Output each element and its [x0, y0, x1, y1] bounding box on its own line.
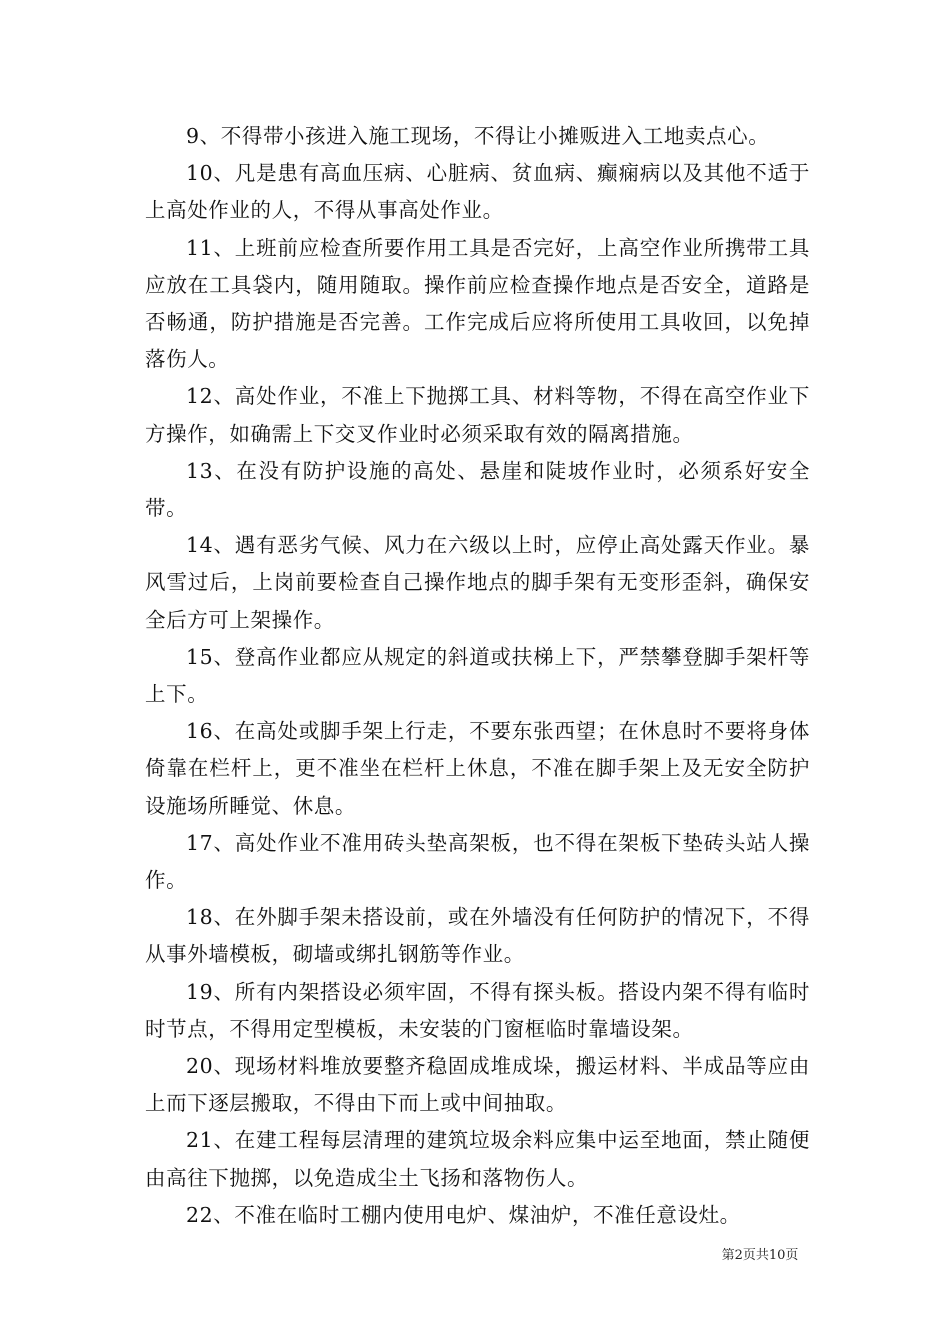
paragraph-item-14: 14、遇有恶劣气候、风力在六级以上时，应停止高处露天作业。暴风雪过后，上岗前要检查自己操作地点的脚手架有无变形歪斜，确保安全后方可上架操作。 [145, 533, 810, 632]
paragraph-item-18: 18、在外脚手架未搭设前，或在外墙没有任何防护的情况下，不得从事外墙模板，砌墙或绑扎钢筋等作业。 [145, 905, 810, 967]
page-number-footer: 第2页共10页 [721, 1248, 799, 1263]
paragraph-item-19: 19、所有内架搭设必须牢固，不得有探头板。搭设内架不得有临时时节点，不得用定型模板，未安装的门窗框临时靠墙设架。 [145, 979, 810, 1041]
paragraph-item-9: 9、不得带小孩进入施工现场，不得让小摊贩进入工地卖点心。 [186, 124, 770, 148]
paragraph-item-11: 11、上班前应检查所要作用工具是否完好，上高空作业所携带工具应放在工具袋内，随用随取。操作前应检查操作地点是否安全，道路是否畅通，防护措施是否完善。工作完成后应将所使用工具收回，以免掉落伤人。 [145, 235, 810, 372]
paragraph-item-22: 22、不准在临时工棚内使用电炉、煤油炉，不准任意设灶。 [186, 1202, 741, 1227]
paragraph-item-10: 10、凡是患有高血压病、心脏病、贫血病、癫痫病以及其他不适于上高处作业的人，不得从事高处作业。 [145, 161, 810, 223]
document-body [145, 118, 810, 1234]
paragraph-item-16: 16、在高处或脚手架上行走，不要东张西望；在休息时不要将身体倚靠在栏杆上，更不准坐在栏杆上休息，不准在脚手架上及无安全防护设施场所睡觉、休息。 [145, 719, 810, 818]
paragraph-item-12: 12、高处作业，不准上下抛掷工具、材料等物，不得在高空作业下方操作，如确需上下交叉作业时必须采取有效的隔离措施。 [145, 384, 810, 446]
paragraph-item-20: 20、现场材料堆放要整齐稳固成堆成垛，搬运材料、半成品等应由上而下逐层搬取，不得由下而上或中间抽取。 [145, 1054, 810, 1116]
paragraph-item-13: 13、在没有防护设施的高处、悬崖和陡坡作业时，必须系好安全带。 [145, 458, 810, 521]
paragraph-item-21: 21、在建工程每层清理的建筑垃圾余料应集中运至地面，禁止随便由高往下抛掷，以免造成尘土飞扬和落物伤人。 [145, 1128, 810, 1190]
paragraph-item-15: 15、登高作业都应从规定的斜道或扶梯上下，严禁攀登脚手架杆等上下。 [145, 644, 810, 707]
paragraph-item-17: 17、高处作业不准用砖头垫高架板，也不得在架板下垫砖头站人操作。 [145, 830, 810, 893]
